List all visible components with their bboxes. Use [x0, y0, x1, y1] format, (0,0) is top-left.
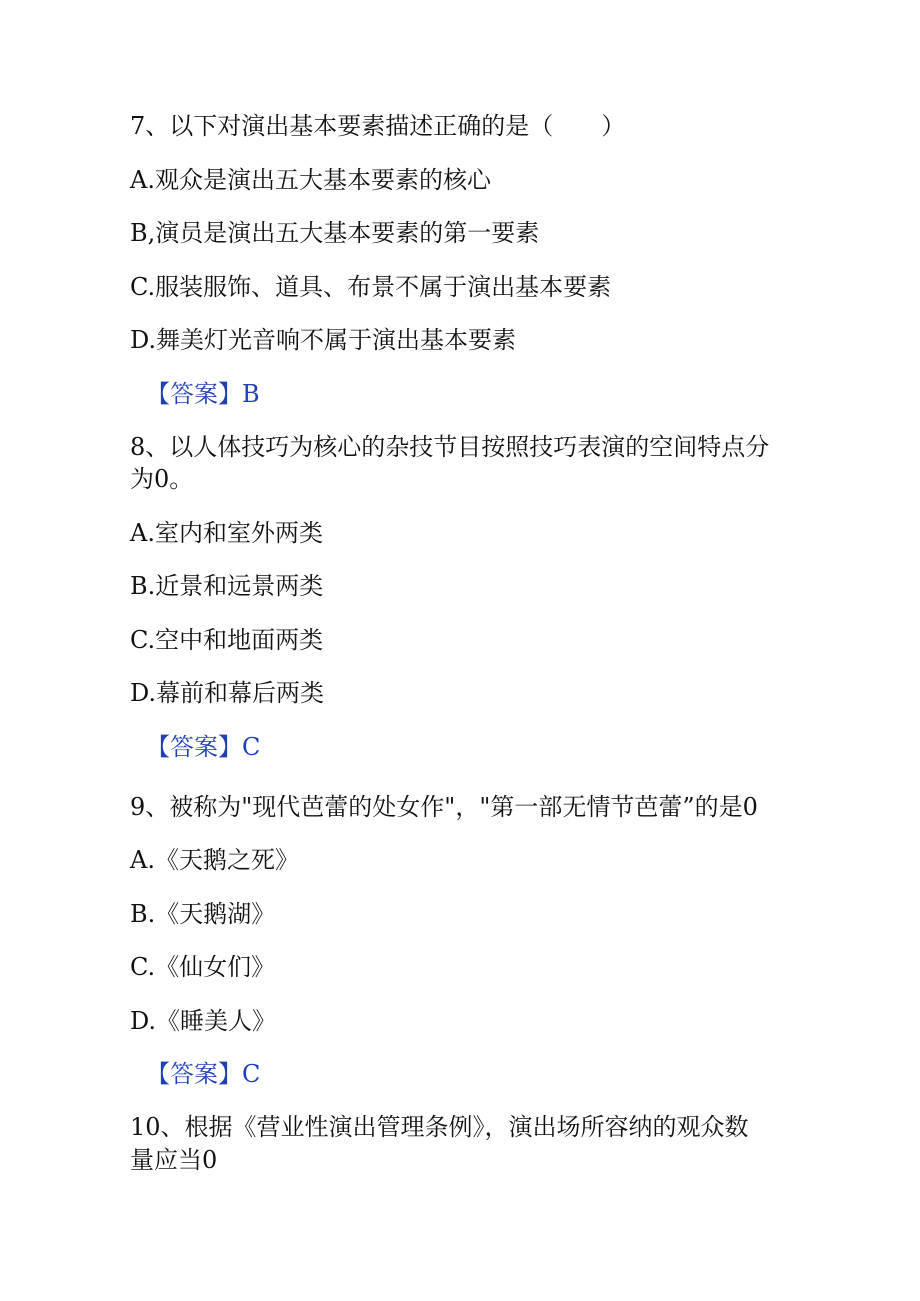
- question-7-option-d: D.舞美灯光音响不属于演出基本要素: [130, 326, 517, 354]
- question-9-stem: 9、被称为"现代芭蕾的处女作"，"第一部无情节芭蕾”的是0: [130, 793, 758, 821]
- question-8-answer: 【答案】C: [146, 733, 261, 761]
- question-8-stem-line-2: 为0。: [130, 465, 194, 493]
- question-7-stem: 7、以下对演出基本要素描述正确的是（ ）: [130, 112, 626, 140]
- question-9-option-b: B.《天鹅湖》: [130, 900, 276, 928]
- question-7-answer: 【答案】B: [146, 380, 260, 408]
- question-7-option-a: A.观众是演出五大基本要素的核心: [130, 166, 491, 194]
- question-8-option-b: B.近景和远景两类: [130, 572, 324, 600]
- question-9-option-d: D.《睡美人》: [130, 1007, 277, 1035]
- question-8-option-c: C.空中和地面两类: [130, 626, 324, 654]
- question-8-option-a: A.室内和室外两类: [130, 519, 323, 547]
- question-10-stem-line-2: 量应当0: [130, 1146, 218, 1174]
- question-7-option-b: B,演员是演出五大基本要素的第一要素: [130, 219, 540, 247]
- question-9-answer: 【答案】C: [146, 1060, 261, 1088]
- question-8-option-d: D.幕前和幕后两类: [130, 679, 325, 707]
- question-7-option-c: C.服装服饰、道具、布景不属于演出基本要素: [130, 273, 612, 301]
- question-9-option-a: A.《天鹅之死》: [130, 846, 299, 874]
- question-8-stem-line-1: 8、以人体技巧为核心的杂技节目按照技巧表演的空间特点分: [130, 433, 770, 461]
- question-10-stem-line-1: 10、根据《营业性演出管理条例》，演出场所容纳的观众数: [130, 1113, 749, 1141]
- question-9-option-c: C.《仙女们》: [130, 953, 276, 981]
